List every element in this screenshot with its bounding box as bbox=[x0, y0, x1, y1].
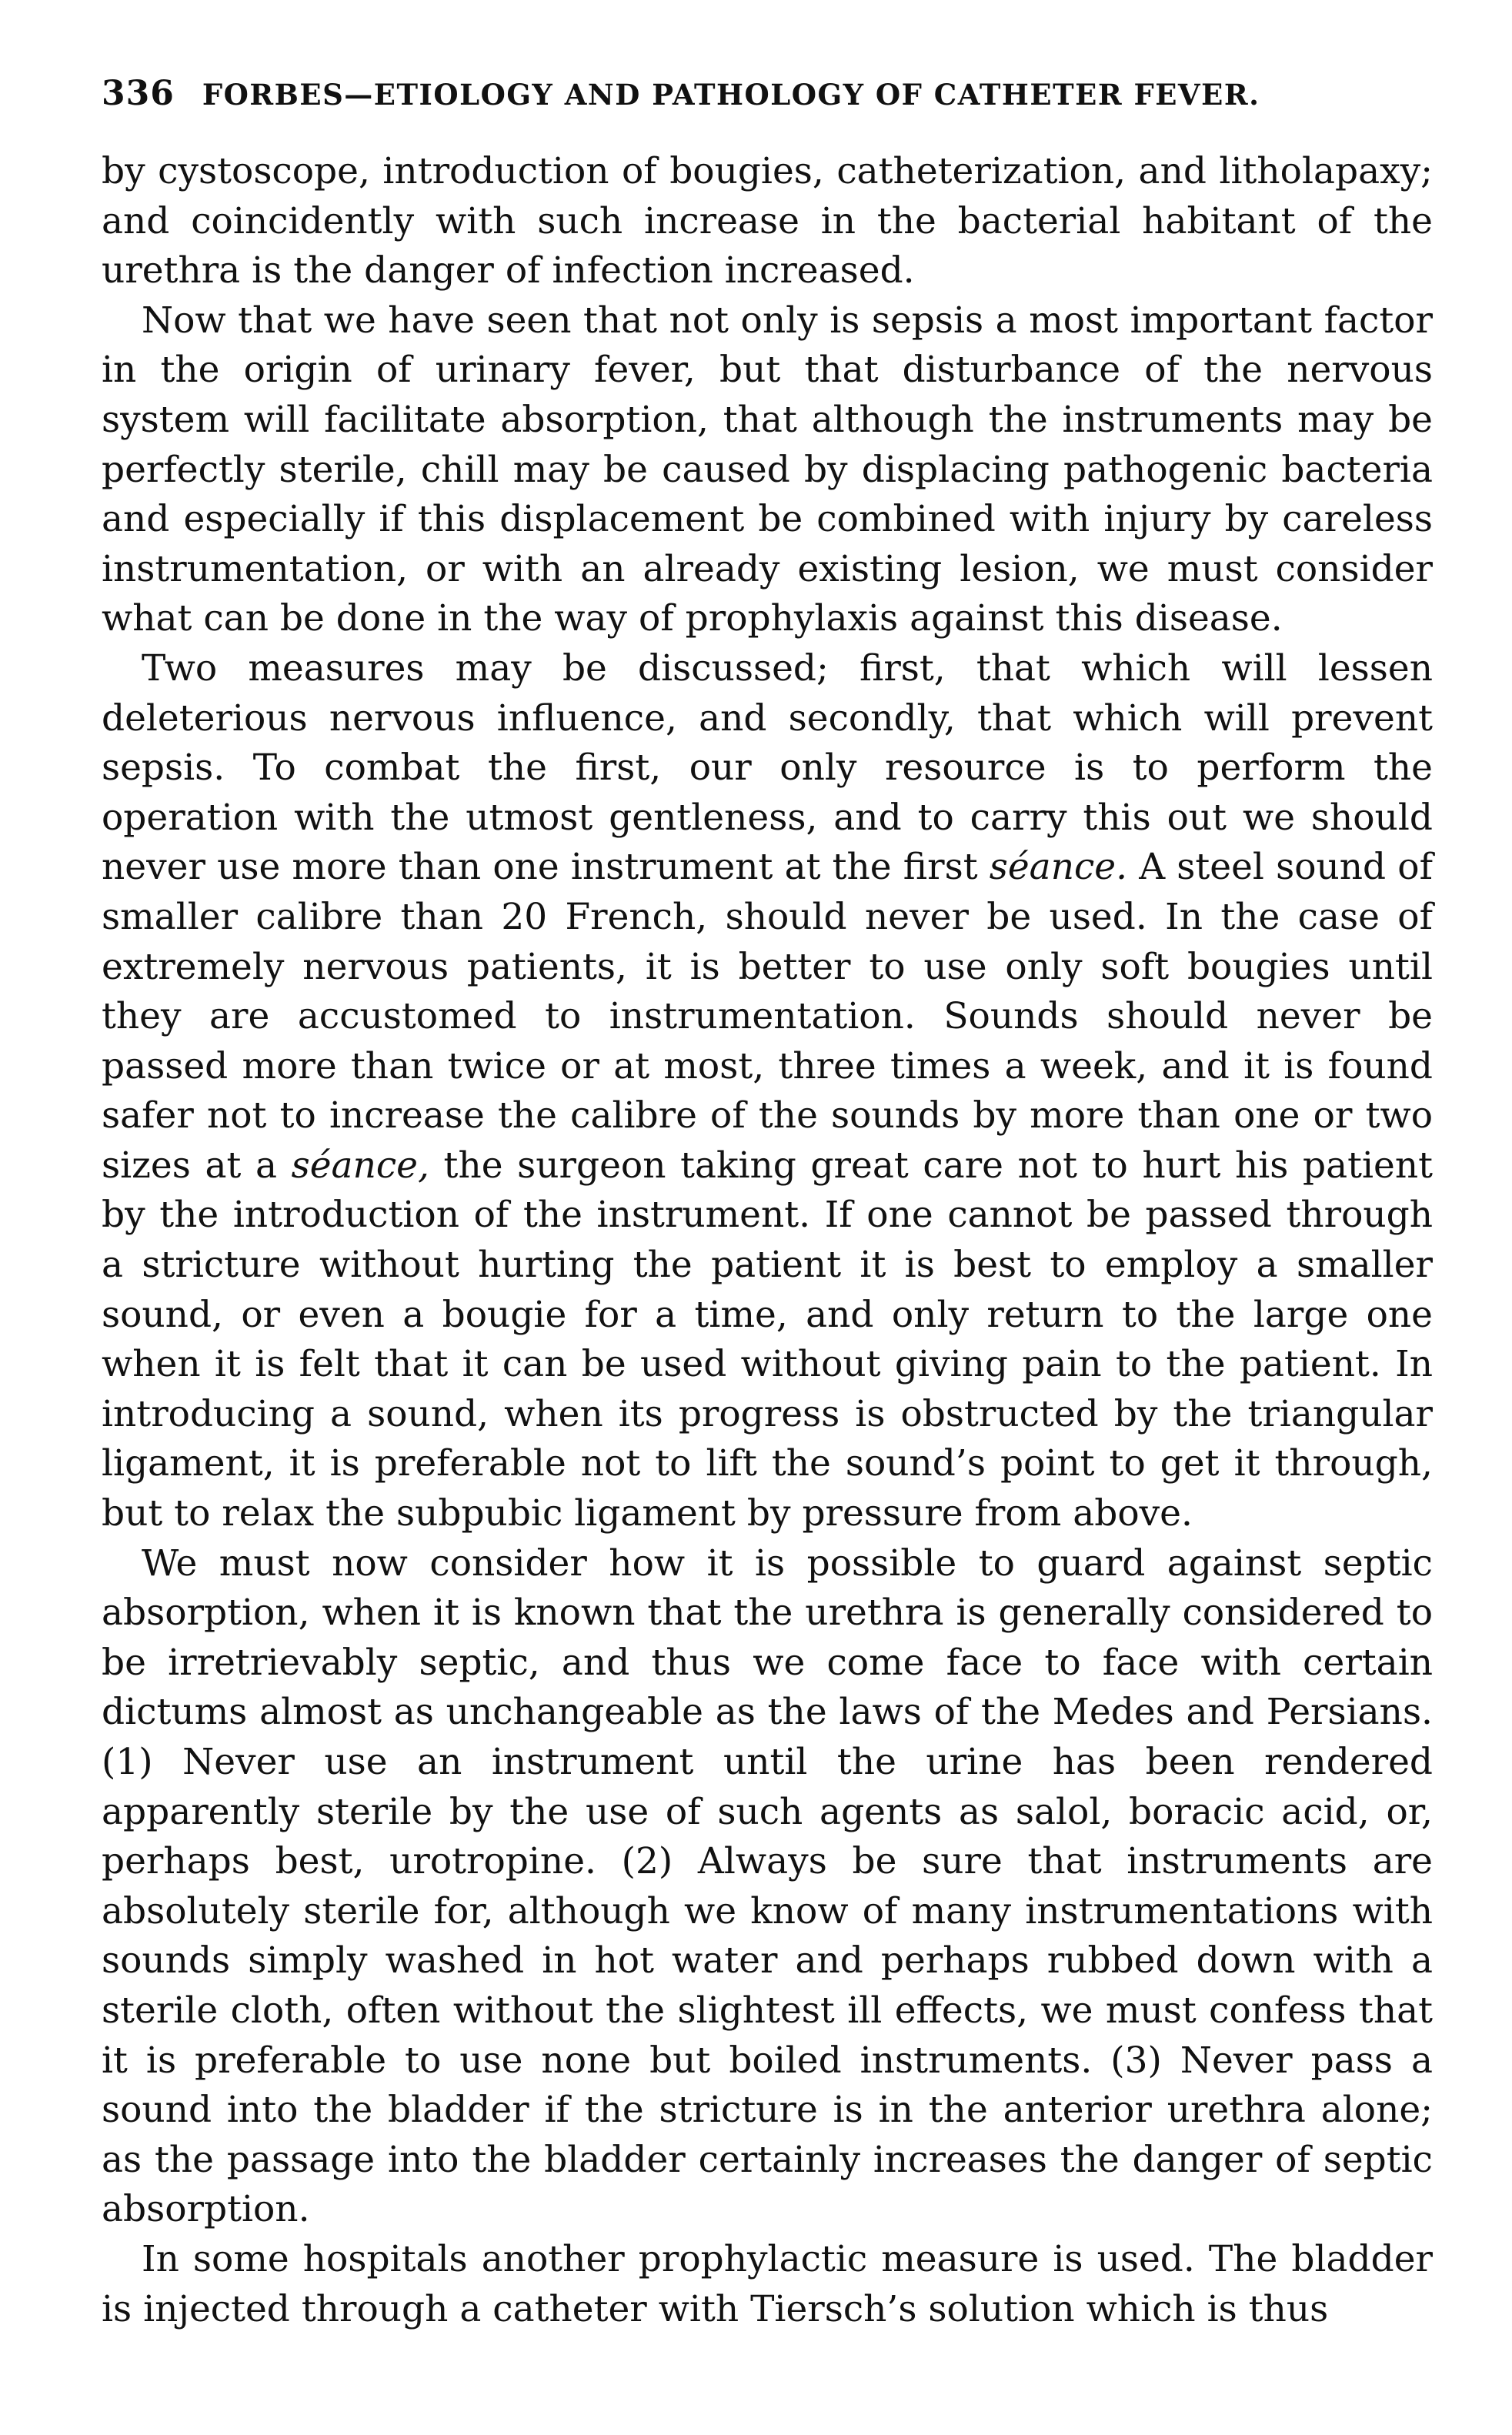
paragraph-prophylaxis-intro: Now that we have seen that not only is sepsis a most important factor in the origin of urinary fever, but that disturbance of the nervous system will facilitate absorption, that although the instruments may be perfectly sterile, chill may be caused by displacing pathogenic bacteria and especially if this displacement be combined with injury by careless instrumentation, or with an already existing lesion, we must consider what can be done in the way of prophylaxis against this disease. bbox=[102, 299, 1433, 640]
paragraph-continuation: by cystoscope, introduction of bougies, catheterization, and litholapaxy; and coincidently with such increase in the bacterial habitant of the urethra is the danger of infection increased. bbox=[102, 150, 1433, 292]
italic-term: séance. bbox=[989, 846, 1128, 889]
running-title: FORBES—ETIOLOGY AND PATHOLOGY OF CATHETER FEVER. bbox=[202, 78, 1260, 112]
running-header bbox=[102, 74, 1433, 113]
book-page bbox=[102, 74, 1433, 2334]
paragraph-septic-absorption: We must now consider how it is possible to guard against septic absorption, when it is known that the urethra is generally considered to be irretrievably septic, and thus we come face to face with certain dictums almost as unchangeable as the laws of the Medes and Persians. (1) Never use an instrument until the urine has been rendered apparently sterile by the use of such agents as salol, boracic acid, or, perhaps best, urotropine. (2) Always be sure that instruments are absolutely sterile for, although we know of many instrumentations with sounds simply washed in hot water and perhaps rubbed down with a sterile cloth, often without the slightest ill effects, we must confess that it is preferable to use none but boiled instruments. (3) Never pass a sound into the bladder if the stricture is in the anterior urethra alone; as the passage into the bladder certainly increases the danger of septic absorption. bbox=[102, 1541, 1433, 2231]
paragraph-hospitals: In some hospitals another prophylactic measure is used. The bladder is injected through a catheter with Tiersch’s solution which is thus bbox=[102, 2237, 1433, 2330]
paragraph-two-measures bbox=[102, 644, 1433, 1539]
paragraph-text: A steel sound of smaller calibre than 20 French, should never be used. In the case of extremely nervous patients, it is better to use only soft bougies until they are accustomed to instrumentation. Sounds should never be passed more than twice or at most, three times a week, and it is found safer not to increase the calibre of the sounds by more than one or two sizes at a bbox=[102, 846, 1433, 1187]
paragraph-text: Two measures may be discussed; first, that which will lessen deleterious nervous influence, and secondly, that which will prevent sepsis. To combat the first, our only resource is to perform the operation with the utmost gentleness, and to carry this out we should never use more than one instrument at the first bbox=[102, 646, 1433, 889]
italic-term: séance, bbox=[291, 1144, 429, 1187]
page-number: 336 bbox=[102, 74, 175, 113]
paragraph-text: the surgeon taking great care not to hurt his patient by the introduction of the instrument. If one cannot be passed through a stricture without hurting the patient it is best to employ a smaller sound, or even a bougie for a time, and only return to the large one when it is felt that it can be used without giving pain to the patient. In introducing a sound, when its progress is obstructed by the triangular ligament, it is preferable not to lift the sound’s point to get it through, but to relax the subpubic ligament by pressure from above. bbox=[102, 1144, 1433, 1535]
